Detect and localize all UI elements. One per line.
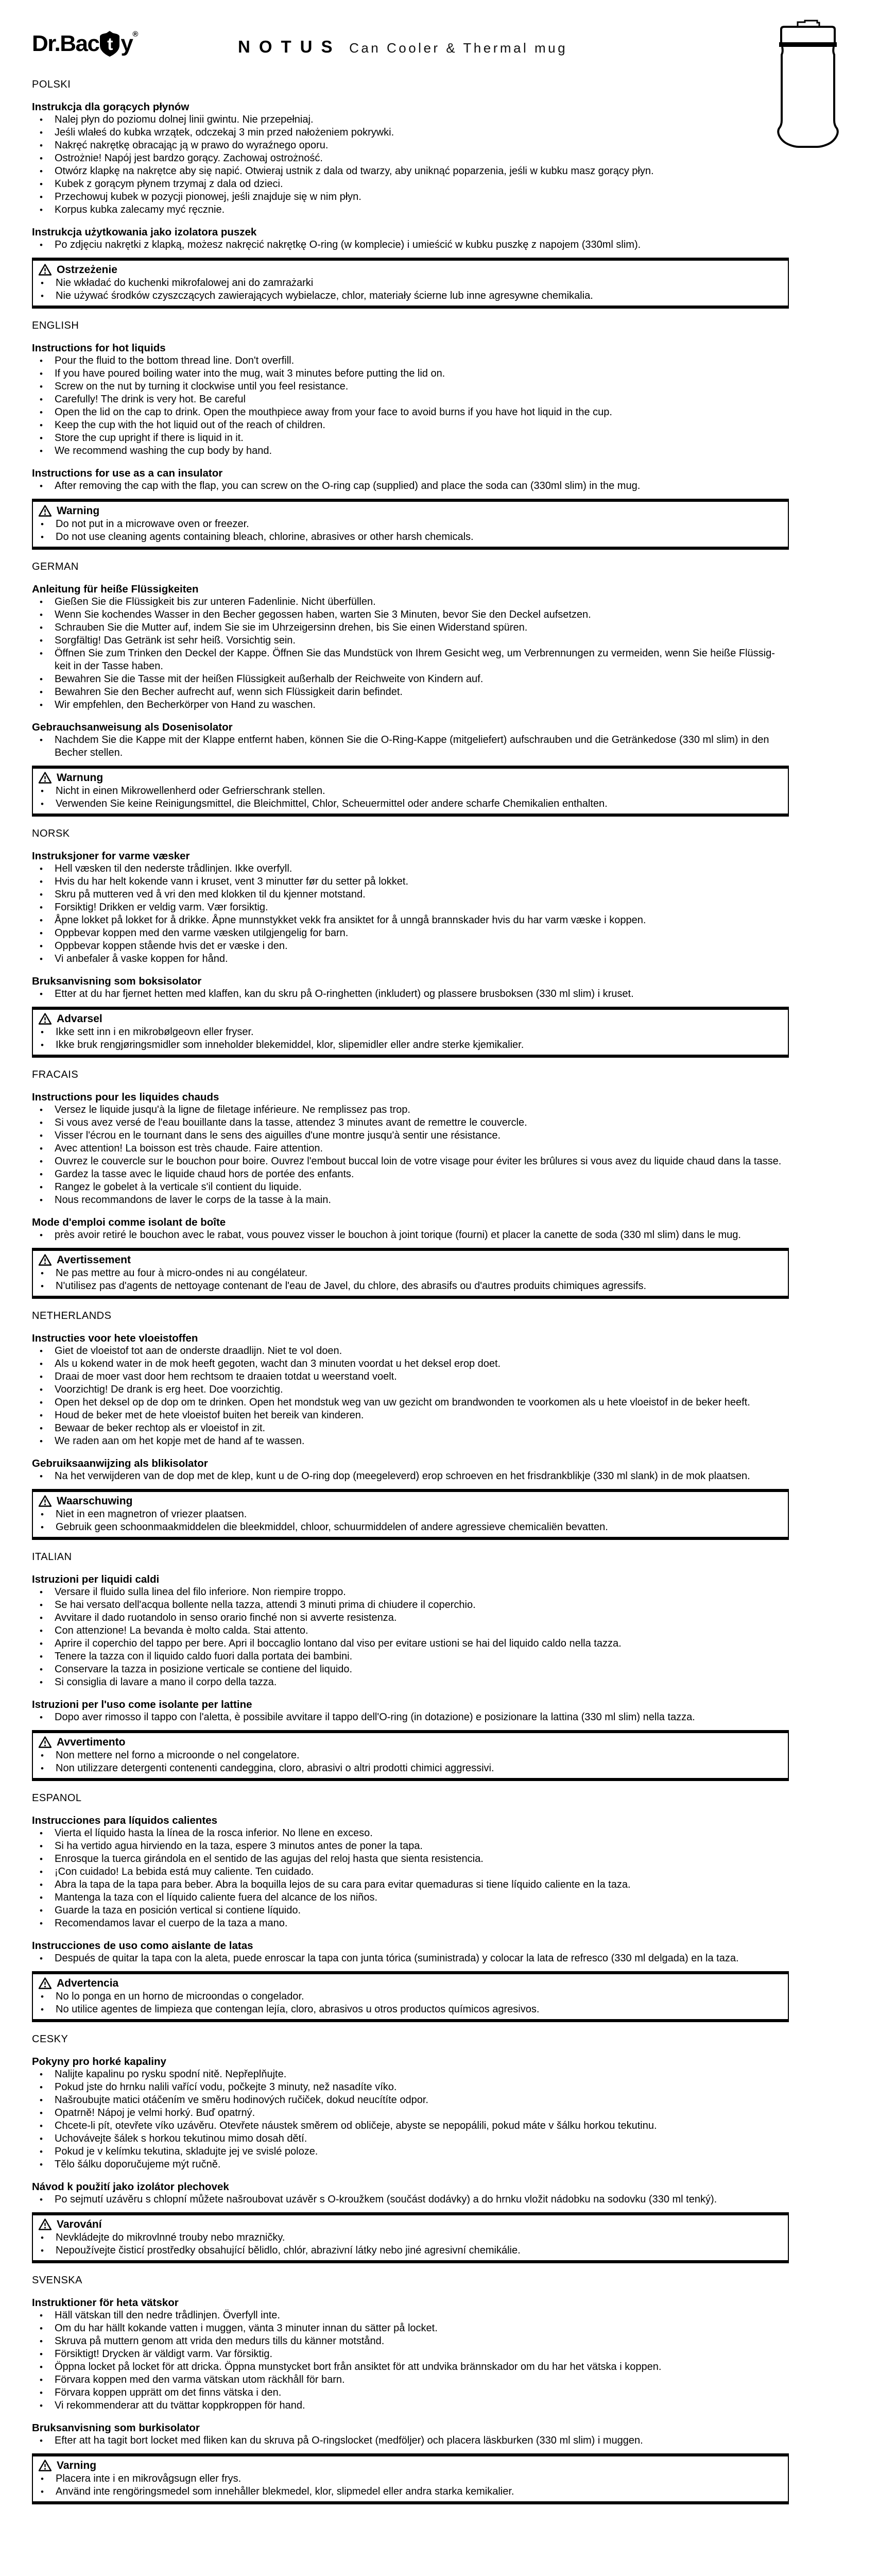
language-section <box>32 78 789 309</box>
bullet-item: • Nalijte kapalinu po rysku spodní nitě. Nepřeplňujte. <box>32 2068 789 2081</box>
warning-header <box>33 1012 783 1026</box>
warning-title: Advarsel <box>57 1013 102 1025</box>
bullet-item: • Gebruik geen schoonmaakmiddelen die bleekmiddel, chloor, schuurmiddelen of andere agressieve chemicaliën bevatten. <box>33 1521 783 1534</box>
bullet-item: • Open het deksel op de dop om te drinken. Open het mondstuk weg van uw gezicht om brandwonden te voorkomen als u hete vloeistof in de beker heeft. <box>32 1396 789 1409</box>
bullet-item: • Verwenden Sie keine Reinigungsmittel, die Bleichmittel, Chlor, Scheuermittel oder andere scharfe Chemikalien enthalten. <box>33 798 783 810</box>
language-section <box>32 1310 789 1540</box>
bullet-item: • Försiktigt! Drycken är väldigt varm. Var försiktig. <box>32 2348 789 2361</box>
bullet-item: • Vi anbefaler å vaske koppen for hånd. <box>32 953 789 965</box>
bullet-item: • Houd de beker met de hete vloeistof buiten het bereik van kinderen. <box>32 1409 789 1422</box>
language-section <box>32 1551 789 1781</box>
warning-title: Varning <box>57 2460 97 2471</box>
warning-header <box>33 263 783 277</box>
can-insulator-heading: Návod k použití jako izolátor plechovek <box>32 2181 229 2193</box>
hot-liquids-list <box>32 2068 789 2171</box>
language-section <box>32 2274 789 2504</box>
warning-box <box>32 499 789 550</box>
can-insulator-heading: Gebruiksaanwijzing als blikisolator <box>32 1458 208 1469</box>
language-label: FRACAIS <box>32 1069 79 1080</box>
can-insulator-list <box>32 239 789 251</box>
brand-logo <box>32 28 138 57</box>
can-insulator-list <box>32 2434 789 2447</box>
bullet-item: • Na het verwijderen van de dop met de klep, kunt u de O-ring dop (meegeleverd) erop schroeven en het frisdrankblikje (330 ml slank) in de mok plaatsen. <box>32 1470 789 1483</box>
warning-triangle-icon <box>38 2218 52 2231</box>
bullet-item: • Hell væsken til den nederste trådlinjen. Ikke overfyll. <box>32 862 789 875</box>
bullet-item: • Screw on the nut by turning it clockwise until you feel resistance. <box>32 380 789 393</box>
language-label: ITALIAN <box>32 1551 72 1563</box>
bullet-item: • If you have poured boiling water into the mug, wait 3 minutes before putting the lid on. <box>32 367 789 380</box>
bullet-item: • Rangez le gobelet à la verticale s'il contient du liquide. <box>32 1181 789 1194</box>
bullet-item: • Ostrożnie! Napój jest bardzo gorący. Zachowaj ostrożność. <box>32 152 789 165</box>
bullet-item: • Nie używać środków czyszczących zawierających wybielacze, chlor, materiały ścierne lub inne agresywne chemikalia. <box>33 290 783 302</box>
warning-triangle-icon <box>38 1977 52 1990</box>
language-section <box>32 2033 789 2263</box>
product-name: NOTUS <box>238 37 341 56</box>
hot-liquids-heading: Anleitung für heiße Flüssigkeiten <box>32 583 199 595</box>
language-section <box>32 1792 789 2022</box>
bullet-item: • N'utilisez pas d'agents de nettoyage contenant de l'eau de Javel, du chlore, des abrasifs ou d'autres produits chimiques agressifs. <box>33 1280 783 1293</box>
bullet-item: • Häll vätskan till den nedre trådlinjen. Överfyll inte. <box>32 2309 789 2322</box>
bullet-item: • Przechowuj kubek w pozycji pionowej, jeśli znajduje się w nim płyn. <box>32 191 789 204</box>
language-section <box>32 319 789 550</box>
bullet-item: • Si ha vertido agua hirviendo en la taza, espere 3 minutos antes de poner la tapa. <box>32 1840 789 1853</box>
warning-box <box>32 1730 789 1781</box>
can-insulator-list <box>32 2193 789 2206</box>
bullet-item: • Ikke bruk rengjøringsmidler som inneholder blekemiddel, klor, slipemidler eller andre sterke kjemikalier. <box>33 1039 783 1052</box>
bullet-item: • Bewahren Sie den Becher aufrecht auf, wenn sich Flüssigkeit darin befindet. <box>32 686 789 699</box>
bullet-item: • Pokud jste do hrnku nalili vařící vodu, počkejte 3 minuty, než nasadíte víko. <box>32 2081 789 2094</box>
bullet-item: • Tělo šálku doporučujeme mýt ručně. <box>32 2158 789 2171</box>
warning-triangle-icon <box>38 1495 52 1507</box>
hot-liquids-heading: Instructies voor hete vloeistoffen <box>32 1332 198 1344</box>
bullet-item: • Placera inte i en mikrovågsugn eller frys. <box>33 2472 783 2485</box>
registered-mark: ® <box>132 30 139 39</box>
bullet-item: • Non utilizzare detergenti contenenti candeggina, cloro, abrasivi o altri prodotti chimici aggressivi. <box>33 1762 783 1775</box>
bullet-item: • Versare il fluido sulla linea del filo inferiore. Non riempire troppo. <box>32 1586 789 1599</box>
bullet-item: • Našroubujte matici otáčením ve směru hodinových ručiček, dokud neucítíte odpor. <box>32 2094 789 2107</box>
hot-liquids-list <box>32 596 789 711</box>
warning-list <box>33 785 783 810</box>
bullet-item: • Avvitare il dado ruotandolo in senso orario finché non si avverte resistenza. <box>32 1612 789 1624</box>
bullet-item: • Enrosque la tuerca girándola en el sentido de las agujas del reloj hasta que sienta resistencia. <box>32 1853 789 1866</box>
bullet-item: • Bewahren Sie die Tasse mit der heißen Flüssigkeit außerhalb der Reichweite von Kindern auf. <box>32 673 789 686</box>
warning-box <box>32 258 789 309</box>
bullet-item: • Si vous avez versé de l'eau bouillante dans la tasse, attendez 3 minutes avant de remettre le couvercle. <box>32 1116 789 1129</box>
bullet-item: • Después de quitar la tapa con la aleta, puede enroscar la tapa con junta tórica (suministrada) y colocar la lata de refresco (330 ml delgada) en la taza. <box>32 1952 789 1965</box>
bullet-item: • Chcete-li pít, otevřete víko uzávěru. Otevřete náustek směrem od obličeje, abyste se nepopálili, pokud máte v šálku horkou tekutinu. <box>32 2120 789 2132</box>
bullet-item: • Wir empfehlen, den Becherkörper von Hand zu waschen. <box>32 699 789 711</box>
bullet-item: • We recommend washing the cup body by hand. <box>32 445 789 457</box>
hot-liquids-heading: Pokyny pro horké kapaliny <box>32 2056 166 2067</box>
warning-box <box>32 1489 789 1540</box>
bullet-item: • Om du har hällt kokande vatten i muggen, vänta 3 minuter innan du sätter på locket. <box>32 2322 789 2335</box>
hot-liquids-heading: Instrukcja dla gorących płynów <box>32 101 189 113</box>
warning-triangle-icon <box>38 1012 52 1025</box>
warning-title: Avertissement <box>57 1254 131 1266</box>
warning-header <box>33 2217 783 2231</box>
bullet-item: • Als u kokend water in de mok heeft gegoten, wacht dan 3 minuten voordat u het deksel erop doet. <box>32 1358 789 1370</box>
warning-triangle-icon <box>38 504 52 517</box>
warning-list <box>33 277 783 302</box>
warning-header <box>33 1735 783 1749</box>
brand-shield-icon <box>99 30 120 57</box>
bullet-item: • Ouvrez le couvercle sur le bouchon pour boire. Ouvrez l'embout buccal loin de votre visage pour éviter les brûlures si vous avez du liquide chaud dans la tasse. <box>32 1155 789 1168</box>
warning-title: Waarschuwing <box>57 1495 133 1507</box>
warning-box <box>32 1007 789 1058</box>
bullet-item: • Open the lid on the cap to drink. Open the mouthpiece away from your face to avoid burns if you have hot liquid in the cup. <box>32 406 789 419</box>
warning-title: Ostrzeżenie <box>57 264 117 276</box>
can-insulator-heading: Mode d'emploi comme isolant de boîte <box>32 1216 226 1228</box>
bullet-item: • Aprire il coperchio del tappo per bere. Apri il boccaglio lontano dal viso per evitare ustioni se hai del liquido caldo nella tazza. <box>32 1637 789 1650</box>
bullet-item: • Versez le liquide jusqu'à la ligne de filetage inférieure. Ne remplissez pas trop. <box>32 1104 789 1116</box>
warning-triangle-icon <box>38 1253 52 1266</box>
hot-liquids-list <box>32 1827 789 1930</box>
bullet-item: • Nie wkładać do kuchenki mikrofalowej ani do zamrażarki <box>33 277 783 290</box>
warning-list <box>33 1267 783 1293</box>
brand-suffix: y <box>120 31 133 56</box>
warning-header <box>33 1494 783 1508</box>
bullet-item: • Tenere la tazza con il liquido caldo fuori dalla portata dei bambini. <box>32 1650 789 1663</box>
bullet-item: • Wenn Sie kochendes Wasser in den Becher gegossen haben, warten Sie 3 Minuten, bevor Sie den Deckel aufsetzen. <box>32 608 789 621</box>
bullet-item: • Otwórz klapkę na nakrętce aby się napić. Otwieraj ustnik z dala od twarzy, aby uniknąć poparzenia, jeśli w kubku masz gorący płyn. <box>32 165 789 178</box>
bullet-item: • No lo ponga en un horno de microondas o congelador. <box>33 1990 783 2003</box>
bullet-item: • Giet de vloeistof tot aan de onderste draadlijn. Niet te vol doen. <box>32 1345 789 1358</box>
language-label: CESKY <box>32 2033 68 2045</box>
bullet-item: • Uchovávejte šálek s horkou tekutinou mimo dosah dětí. <box>32 2132 789 2145</box>
warning-header <box>33 1976 783 1990</box>
bullet-item: • ¡Con cuidado! La bebida está muy caliente. Ten cuidado. <box>32 1866 789 1878</box>
warning-triangle-icon <box>38 2459 52 2472</box>
warning-header <box>33 1253 783 1267</box>
bullet-item: • Se hai versato dell'acqua bollente nella tazza, attendi 3 minuti prima di chiudere il coperchio. <box>32 1599 789 1612</box>
bullet-item: • Schrauben Sie die Mutter auf, indem Sie sie im Uhrzeigersinn drehen, bis Sie einen Widerstand spüren. <box>32 621 789 634</box>
bullet-item: • Kubek z gorącym płynem trzymaj z dala od dzieci. <box>32 178 789 191</box>
warning-title: Advertencia <box>57 1977 119 1989</box>
bullet-item: • Niet in een magnetron of vriezer plaatsen. <box>33 1508 783 1521</box>
bullet-item: • Recomendamos lavar el cuerpo de la taza a mano. <box>32 1917 789 1930</box>
bullet-item: • Con attenzione! La bevanda è molto calda. Stai attento. <box>32 1624 789 1637</box>
bullet-item: • Åpne lokket på lokket for å drikke. Åpne munnstykket vekk fra ansiktet for å unngå brannskader hvis du har varm væske i koppen. <box>32 914 789 927</box>
manual-page <box>32 0 789 2504</box>
bullet-item: • Dopo aver rimosso il tappo con l'aletta, è possibile avvitare il tappo dell'O-ring (in dotazione) e posizionare la lattina (330 ml slim) nella tazza. <box>32 1711 789 1724</box>
bullet-item: • Förvara koppen med den varma vätskan utom räckhåll för barn. <box>32 2374 789 2386</box>
warning-list <box>33 2472 783 2498</box>
bullet-item: • Nicht in einen Mikrowellenherd oder Gefrierschrank stellen. <box>33 785 783 798</box>
hot-liquids-list <box>32 1104 789 1207</box>
language-label: POLSKI <box>32 79 71 90</box>
sections <box>32 78 789 2504</box>
bullet-item: • Do not put in a microwave oven or freezer. <box>33 518 783 531</box>
bullet-item: • Ne pas mettre au four à micro-ondes ni au congélateur. <box>33 1267 783 1280</box>
bullet-item: • Do not use cleaning agents containing bleach, chlorine, abrasives or other harsh chemicals. <box>33 531 783 544</box>
bullet-item: • Vi rekommenderar att du tvättar koppkroppen för hand. <box>32 2399 789 2412</box>
bullet-item: • Nevkládejte do mikrovlnné trouby nebo mrazničky. <box>33 2231 783 2244</box>
can-insulator-heading: Instructions for use as a can insulator <box>32 467 223 479</box>
bullet-item: • Gardez la tasse avec le liquide chaud hors de portée des enfants. <box>32 1168 789 1181</box>
language-label: ESPANOL <box>32 1792 82 1804</box>
language-label: NETHERLANDS <box>32 1310 112 1321</box>
bullet-item: • Carefully! The drink is very hot. Be careful <box>32 393 789 406</box>
svg-text:t: t <box>107 35 113 54</box>
warning-title: Warnung <box>57 772 104 784</box>
hot-liquids-list <box>32 113 789 216</box>
brand-text: Dr.Bac <box>32 31 99 56</box>
hot-liquids-heading: Instruktioner för heta vätskor <box>32 2297 179 2309</box>
hot-liquids-list <box>32 1345 789 1448</box>
bullet-item: • Po sejmutí uzávěru s chlopní můžete našroubovat uzávěr s O-kroužkem (součást dodávky) a do hrnku vložit nádobku na sodovku (330 ml tenký). <box>32 2193 789 2206</box>
bullet-item: • No utilice agentes de limpieza que contengan lejía, cloro, abrasivos u otros productos químicos agresivos. <box>33 2003 783 2016</box>
bullet-item: • Avec attention! La boisson est très chaude. Faire attention. <box>32 1142 789 1155</box>
bullet-item: • Voorzichtig! De drank is erg heet. Doe voorzichtig. <box>32 1383 789 1396</box>
bullet-item: • Öppna locket på locket för att dricka. Öppna munstycket bort från ansiktet för att undvika brännskador om du har het vätska i koppen. <box>32 2361 789 2374</box>
bullet-item: • Oppbevar koppen stående hvis det er væske i den. <box>32 940 789 953</box>
bullet-item: • Använd inte rengöringsmedel som innehåller blekmedel, klor, slipmedel eller andra starka kemikalier. <box>33 2485 783 2498</box>
can-insulator-list <box>32 734 789 759</box>
bullet-item: • Skru på mutteren ved å vri den med klokken til du kjenner motstand. <box>32 888 789 901</box>
bullet-item: • Förvara koppen upprätt om det finns vätska i den. <box>32 2386 789 2399</box>
bullet-item: • Korpus kubka zalecamy myć ręcznie. <box>32 204 789 216</box>
can-insulator-list <box>32 1952 789 1965</box>
bullet-item: • After removing the cap with the flap, you can screw on the O-ring cap (supplied) and place the soda can (330ml slim) in the mug. <box>32 480 789 493</box>
bullet-item: • Vierta el líquido hasta la línea de la rosca inferior. No llene en exceso. <box>32 1827 789 1840</box>
header <box>32 27 789 78</box>
bullet-item: • Nepoužívejte čisticí prostředky obsahující bělidlo, chlór, abrazivní látky nebo jiné agresivní chemikálie. <box>33 2244 783 2257</box>
can-insulator-list <box>32 1229 789 1242</box>
bullet-item: • Gießen Sie die Flüssigkeit bis zur unteren Fadenlinie. Nicht überfüllen. <box>32 596 789 608</box>
hot-liquids-list <box>32 354 789 457</box>
product-title <box>238 37 568 56</box>
bullet-item: • près avoir retiré le bouchon avec le rabat, vous pouvez visser le bouchon à joint torique (fourni) et placer la canette de soda (330 ml slim) dans le mug. <box>32 1229 789 1242</box>
hot-liquids-list <box>32 862 789 965</box>
bullet-item: • Nalej płyn do poziomu dolnej linii gwintu. Nie przepełniaj. <box>32 113 789 126</box>
bullet-item: • Opatrně! Nápoj je velmi horký. Buď opatrný. <box>32 2107 789 2120</box>
warning-box <box>32 1971 789 2022</box>
can-insulator-list <box>32 1470 789 1483</box>
warning-triangle-icon <box>38 1736 52 1749</box>
hot-liquids-list <box>32 2309 789 2412</box>
bullet-item: • Bewaar de beker rechtop als er vloeistof in zit. <box>32 1422 789 1435</box>
warning-list <box>33 2231 783 2257</box>
bullet-item: • Öffnen Sie zum Trinken den Deckel der Kappe. Öffnen Sie das Mundstück von Ihrem Gesicht weg, um Verbrennungen zu vermeiden, wenn Sie heiße Flüssig-keit in der Tasse haben. <box>32 647 789 673</box>
can-insulator-heading: Instrucciones de uso como aislante de latas <box>32 1940 253 1952</box>
bullet-item: • Mantenga la taza con el líquido caliente fuera del alcance de los niños. <box>32 1891 789 1904</box>
bullet-item: • Nous recommandons de laver le corps de la tasse à la main. <box>32 1194 789 1207</box>
warning-title: Avvertimento <box>57 1736 126 1748</box>
bullet-item: • Forsiktig! Drikken er veldig varm. Vær forsiktig. <box>32 901 789 914</box>
warning-title: Warning <box>57 505 100 517</box>
bullet-item: • Non mettere nel forno a microonde o nel congelatore. <box>33 1749 783 1762</box>
bullet-item: • Store the cup upright if there is liquid in it. <box>32 432 789 445</box>
can-insulator-heading: Bruksanvisning som boksisolator <box>32 975 202 987</box>
hot-liquids-list <box>32 1586 789 1689</box>
hot-liquids-heading: Instructions pour les liquides chauds <box>32 1091 219 1103</box>
warning-box <box>32 2453 789 2504</box>
bullet-item: • Jeśli wlałeś do kubka wrzątek, odczekaj 3 min przed nałożeniem pokrywki. <box>32 126 789 139</box>
bullet-item: • Nachdem Sie die Kappe mit der Klappe entfernt haben, können Sie die O-Ring-Kappe (mitgeliefert) aufschrauben und die Getränkedose (330 ml slim) in den Becher stellen. <box>32 734 789 759</box>
bullet-item: • We raden aan om het kopje met de hand af te wassen. <box>32 1435 789 1448</box>
bullet-item: • Pour the fluid to the bottom thread line. Don't overfill. <box>32 354 789 367</box>
warning-triangle-icon <box>38 771 52 784</box>
product-subtitle: Can Cooler & Thermal mug <box>349 40 568 56</box>
bullet-item: • Etter at du har fjernet hetten med klaffen, kan du skru på O-ringhetten (inkludert) og plassere brusboksen (330 ml slim) i kruset. <box>32 988 789 1001</box>
bullet-item: • Efter att ha tagit bort locket med fliken kan du skruva på O-ringslocket (medföljer) och placera läskburken (330 ml slim) i muggen. <box>32 2434 789 2447</box>
bullet-item: • Sorgfältig! Das Getränk ist sehr heiß. Vorsichtig sein. <box>32 634 789 647</box>
language-label: SVENSKA <box>32 2275 82 2286</box>
warning-list <box>33 1508 783 1534</box>
can-insulator-list <box>32 988 789 1001</box>
bullet-item: • Abra la tapa de la tapa para beber. Abra la boquilla lejos de su cara para evitar quemaduras si tiene líquido caliente en la taza. <box>32 1878 789 1891</box>
language-label: NORSK <box>32 828 70 839</box>
language-section <box>32 827 789 1058</box>
language-label: GERMAN <box>32 561 79 572</box>
warning-list <box>33 518 783 544</box>
can-insulator-heading: Instrukcja użytkowania jako izolatora puszek <box>32 226 257 238</box>
bullet-item: • Keep the cup with the hot liquid out of the reach of children. <box>32 419 789 432</box>
can-insulator-list <box>32 480 789 493</box>
warning-triangle-icon <box>38 263 52 276</box>
language-label: ENGLISH <box>32 320 79 331</box>
bullet-item: • Visser l'écrou en le tournant dans le sens des aiguilles d'une montre jusqu'à sentir une résistance. <box>32 1129 789 1142</box>
bullet-item: • Hvis du har helt kokende vann i kruset, vent 3 minutter før du setter på lokket. <box>32 875 789 888</box>
bullet-item: • Draai de moer vast door hem rechtsom te draaien totdat u weerstand voelt. <box>32 1370 789 1383</box>
warning-title: Varování <box>57 2218 102 2230</box>
language-section <box>32 561 789 817</box>
warning-list <box>33 1026 783 1052</box>
warning-box <box>32 2212 789 2263</box>
bullet-item: • Guarde la taza en posición vertical si contiene líquido. <box>32 1904 789 1917</box>
warning-list <box>33 1990 783 2016</box>
can-insulator-list <box>32 1711 789 1724</box>
hot-liquids-heading: Instructions for hot liquids <box>32 342 166 354</box>
bullet-item: • Nakręć nakrętkę obracając ją w prawo do wyraźnego oporu. <box>32 139 789 152</box>
bullet-item: • Oppbevar koppen med den varme væsken utilgjengelig for barn. <box>32 927 789 940</box>
warning-box <box>32 766 789 817</box>
bullet-item: • Po zdjęciu nakrętki z klapką, możesz nakręcić nakrętkę O-ring (w komplecie) i umieścić w kubku puszkę z napojem (330ml slim). <box>32 239 789 251</box>
hot-liquids-heading: Instrucciones para líquidos calientes <box>32 1815 218 1826</box>
can-insulator-heading: Bruksanvisning som burkisolator <box>32 2422 200 2434</box>
can-insulator-heading: Gebrauchsanweisung als Dosenisolator <box>32 721 233 733</box>
hot-liquids-heading: Istruzioni per liquidi caldi <box>32 1573 160 1585</box>
bullet-item: • Si consiglia di lavare a mano il corpo della tazza. <box>32 1676 789 1689</box>
warning-header <box>33 771 783 785</box>
bullet-item: • Conservare la tazza in posizione verticale se contiene del liquido. <box>32 1663 789 1676</box>
can-insulator-heading: Istruzioni per l'uso come isolante per lattine <box>32 1699 252 1710</box>
hot-liquids-heading: Instruksjoner for varme væsker <box>32 850 190 862</box>
bullet-item: • Skruva på muttern genom att vrida den medurs tills du känner motstånd. <box>32 2335 789 2348</box>
warning-header <box>33 2459 783 2472</box>
warning-list <box>33 1749 783 1775</box>
warning-header <box>33 504 783 518</box>
bullet-item: • Pokud je v kelímku tekutina, skladujte jej ve svislé poloze. <box>32 2145 789 2158</box>
bullet-item: • Ikke sett inn i en mikrobølgeovn eller fryser. <box>33 1026 783 1039</box>
language-section <box>32 1069 789 1299</box>
warning-box <box>32 1248 789 1299</box>
